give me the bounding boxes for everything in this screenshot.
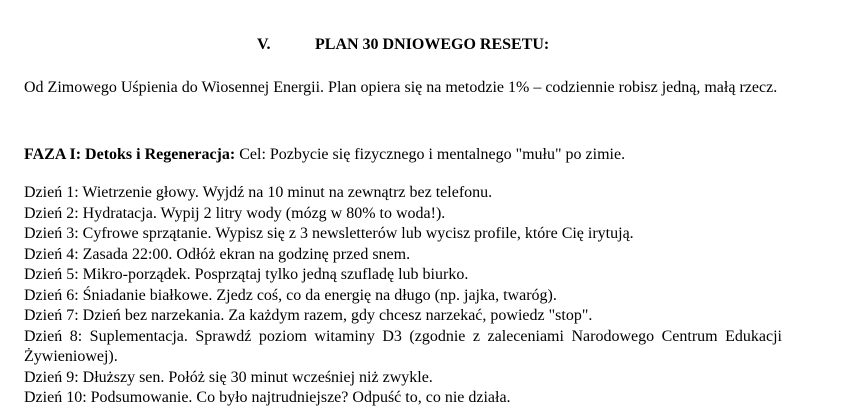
day-item: Dzień 10: Podsumowanie. Co było najtrudniejsze? Odpuść to, co nie działa. xyxy=(24,389,511,406)
day-item: Dzień 4: Zasada 22:00. Odłóż ekran na godzinę przed snem. xyxy=(24,245,411,263)
day-list xyxy=(24,183,782,409)
day-item: Dzień 9: Dłuższy sen. Połóż się 30 minut wcześniej niż zwykle. xyxy=(24,368,433,386)
phase-goal: Cel: Pozbycie się fizycznego i mentalnego "mułu" po zimie. xyxy=(235,146,626,163)
intro-paragraph: Od Zimowego Uśpienia do Wiosennej Energii. Plan opiera się na metodzie 1% – codziennie robisz jedną, małą rzecz. xyxy=(24,79,778,96)
day-item: Dzień 1: Wietrzenie głowy. Wyjdź na 10 minut na zewnątrz bez telefonu. xyxy=(24,184,493,201)
day-item: Dzień 3: Cyfrowe sprzątanie. Wypisz się z 3 newsletterów lub wycisz profile, które Cię irytują. xyxy=(24,225,634,242)
day-item: Dzień 6: Śniadanie białkowe. Zjedz coś, co da energię na długo (np. jajka, twaróg). xyxy=(24,286,557,304)
day-item: Dzień 7: Dzień bez narzekania. Za każdym razem, gdy chcesz narzekać, powiedz "stop". xyxy=(24,307,593,324)
section-heading xyxy=(257,36,549,54)
section-title: PLAN 30 DNIOWEGO RESETU: xyxy=(315,36,550,53)
day-item: Dzień 2: Hydratacja. Wypij 2 litry wody (mózg w 80% to woda!). xyxy=(24,204,446,222)
day-item: Dzień 5: Mikro-porządek. Posprzątaj tylko jedną szufladę lub biurko. xyxy=(24,266,469,283)
day-item: Dzień 8: Suplementacja. Sprawdź poziom witaminy D3 (zgodnie z zaleceniami Narodowego Centrum Edukacji Żywieniowej). xyxy=(24,327,782,365)
phase-heading xyxy=(24,145,625,165)
section-number: V. xyxy=(257,36,271,53)
phase-label: FAZA I: Detoks i Regeneracja: xyxy=(24,146,236,163)
